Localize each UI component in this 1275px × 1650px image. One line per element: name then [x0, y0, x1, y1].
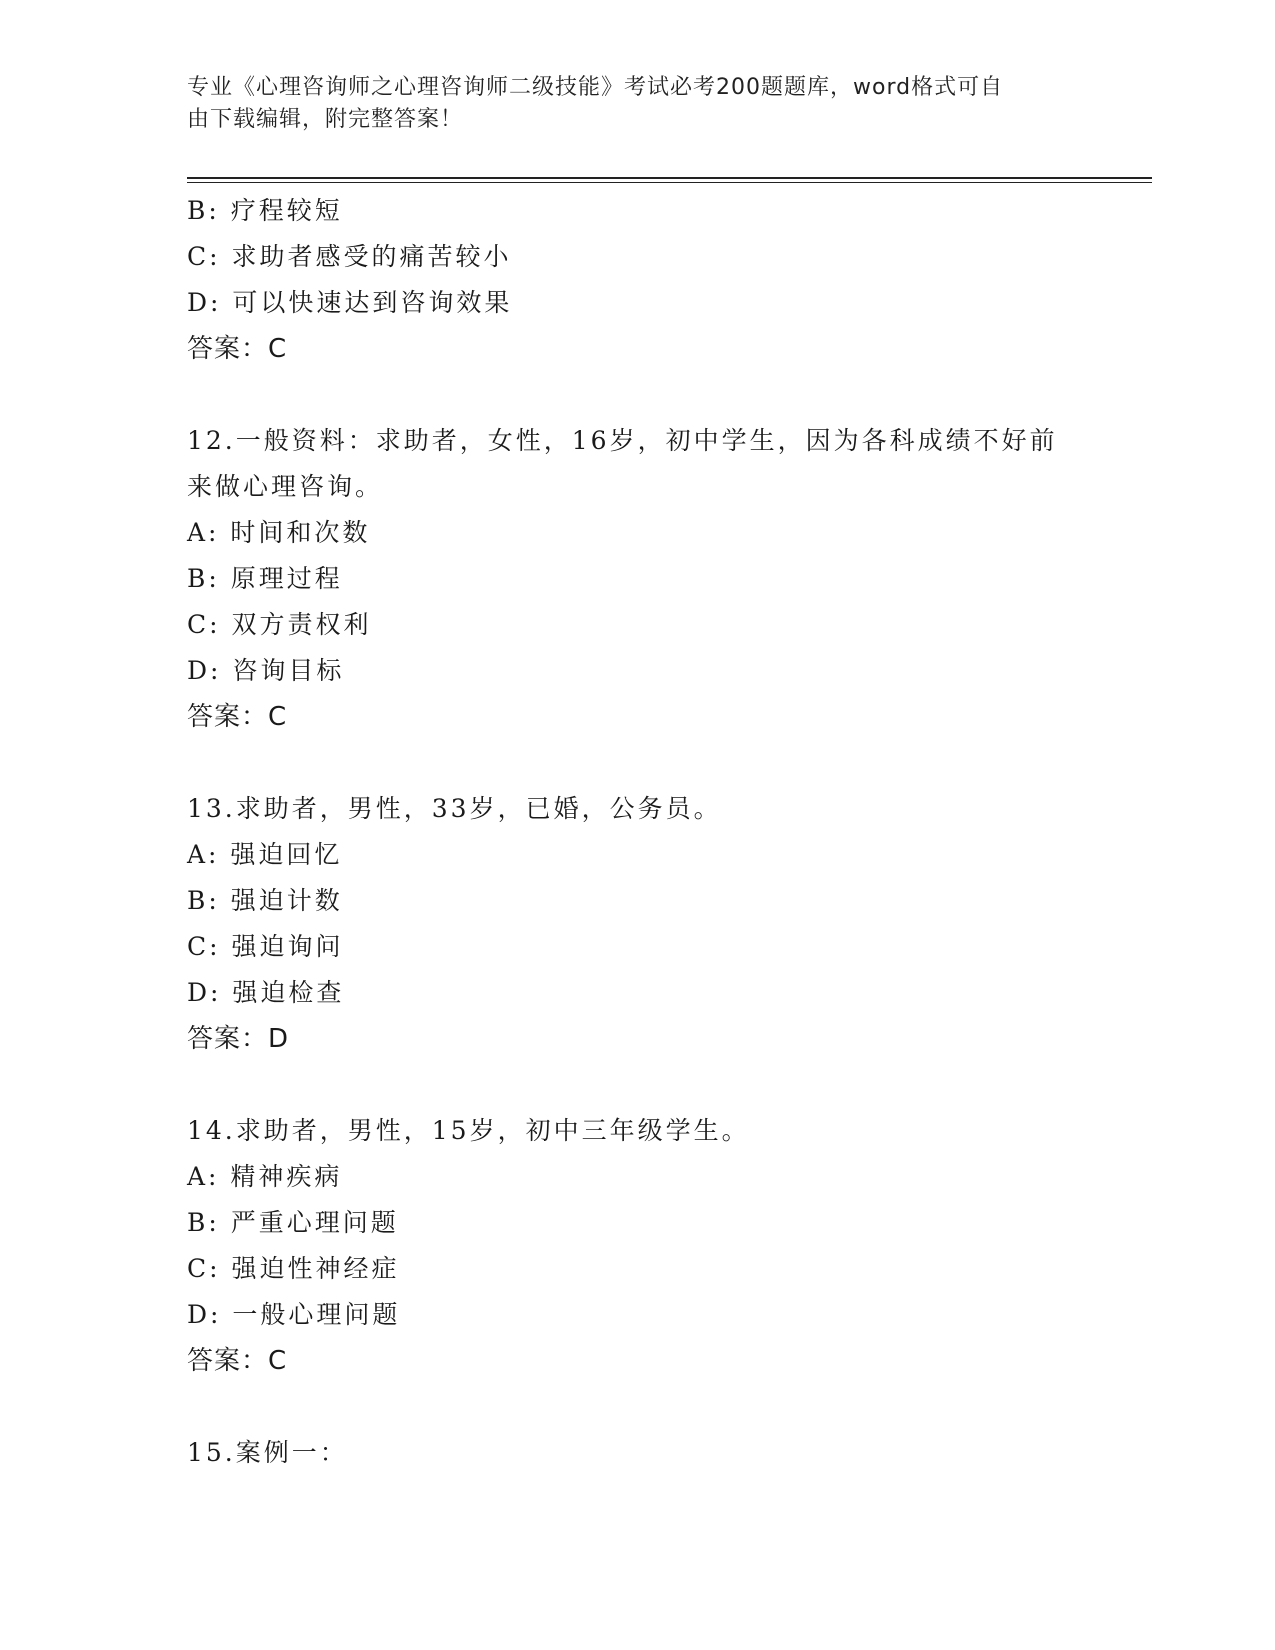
option-b: B: 原理过程 [187, 564, 343, 593]
spacer [187, 1062, 1152, 1108]
spacer [187, 1384, 1152, 1430]
answer: 答案：C [187, 334, 288, 364]
document-header [187, 72, 1067, 136]
option-c: C: 双方责权利 [187, 610, 372, 639]
spacer [187, 372, 1152, 418]
spacer [187, 740, 1152, 786]
option-c: C: 强迫性神经症 [187, 1254, 400, 1283]
question-15 [187, 1430, 1152, 1476]
question-stem: 14.求助者，男性，15岁，初中三年级学生。 [187, 1116, 750, 1145]
header-line-2: 由下载编辑，附完整答案！ [187, 107, 464, 132]
question-stem: 来做心理咨询。 [187, 472, 384, 501]
header-divider-thin [187, 182, 1152, 183]
answer: 答案：D [187, 1024, 290, 1054]
question-stem: 15.案例一： [187, 1438, 348, 1467]
question-14 [187, 1108, 1152, 1384]
option-a: A: 时间和次数 [187, 518, 371, 547]
option-d: D: 强迫检查 [187, 978, 345, 1007]
answer: 答案：C [187, 702, 288, 732]
question-stem: 13.求助者，男性，33岁，已婚，公务员。 [187, 794, 722, 823]
header-line-1: 专业《心理咨询师之心理咨询师二级技能》考试必考200题题库，word格式可自 [187, 75, 1004, 100]
question-11-tail [187, 188, 1152, 372]
option-b: B: 疗程较短 [187, 196, 343, 225]
option-a: A: 精神疾病 [187, 1162, 343, 1191]
question-12 [187, 418, 1152, 740]
answer: 答案：C [187, 1346, 288, 1376]
question-stem: 12.一般资料：求助者，女性，16岁，初中学生，因为各科成绩不好前 [187, 426, 1058, 455]
option-d: D: 咨询目标 [187, 656, 345, 685]
option-b: B: 强迫计数 [187, 886, 343, 915]
option-b: B: 严重心理问题 [187, 1208, 399, 1237]
option-c: C: 强迫询问 [187, 932, 344, 961]
question-13 [187, 786, 1152, 1062]
header-divider-thick [187, 177, 1152, 179]
option-a: A: 强迫回忆 [187, 840, 343, 869]
option-d: D: 可以快速达到咨询效果 [187, 288, 513, 317]
question-list [187, 188, 1152, 1476]
option-c: C: 求助者感受的痛苦较小 [187, 242, 512, 271]
option-d: D: 一般心理问题 [187, 1300, 401, 1329]
